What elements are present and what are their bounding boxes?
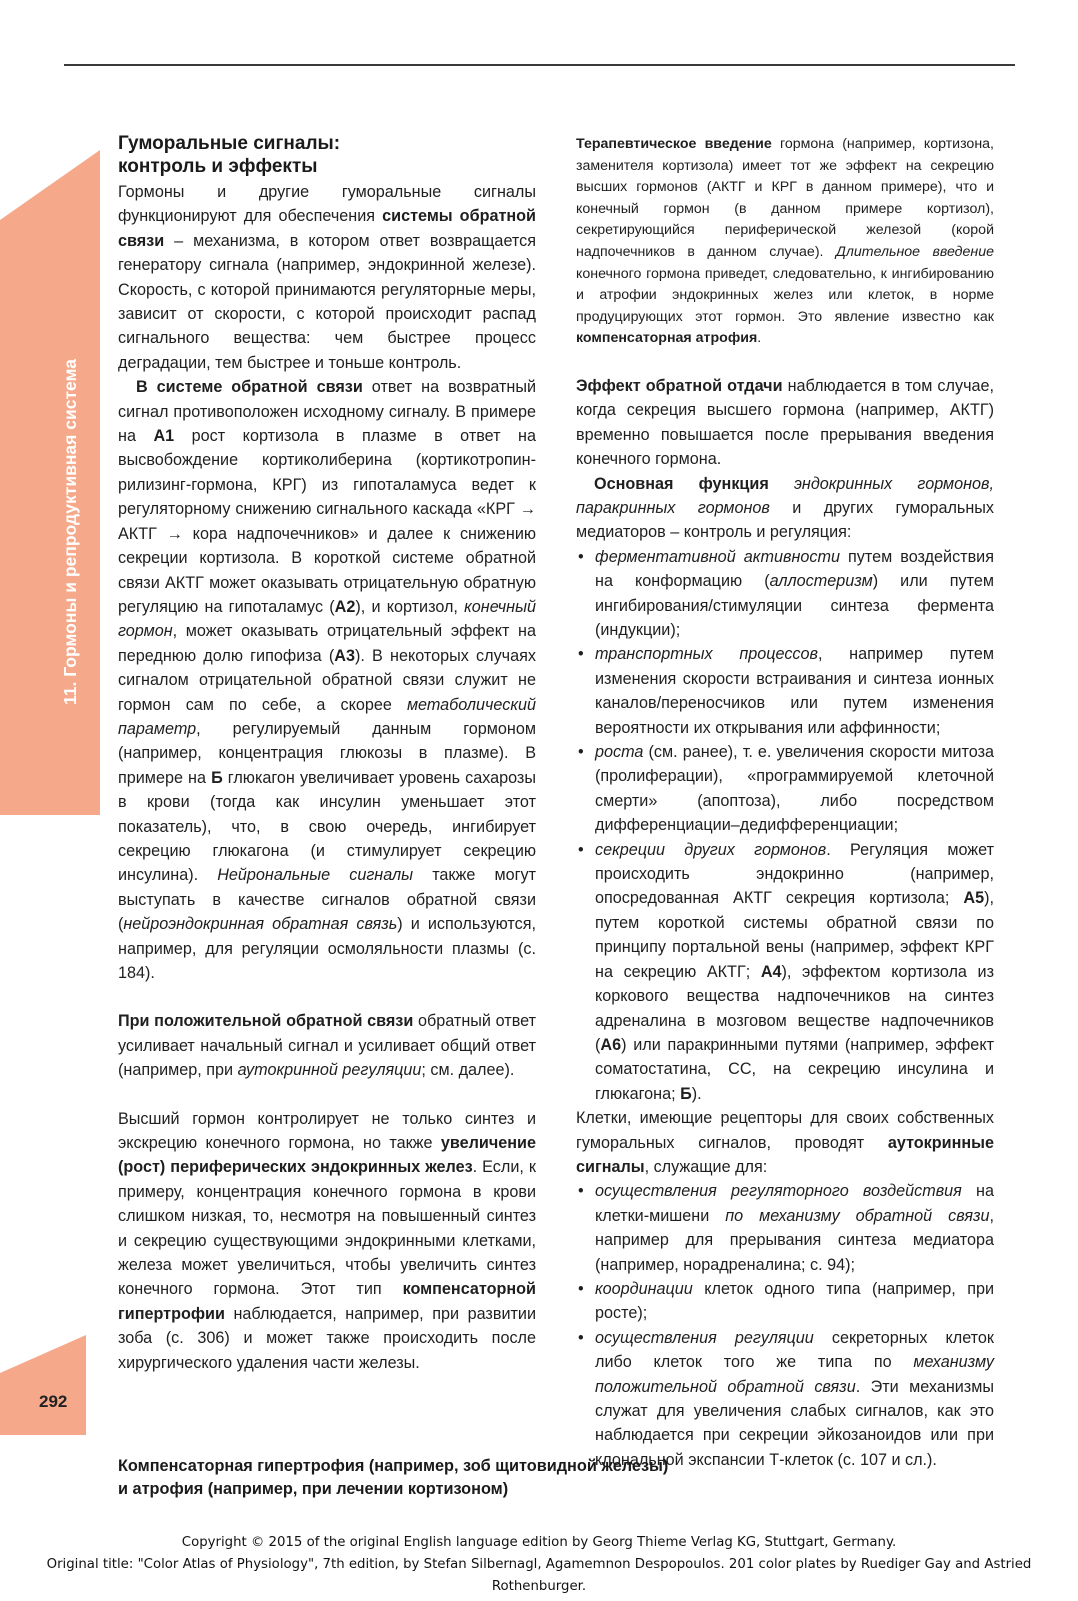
text: ) или путем ингибирования/стимуляции синтеза фермента (индукции); bbox=[595, 572, 994, 639]
text: конечного гормона приведет, следовательно, к ингибированию и атрофии эндокринных желез или клеток, в норме продуцирующих этот гормон. Это явление известно как bbox=[576, 265, 994, 325]
text: путем воздействия на конформацию ( bbox=[595, 547, 994, 591]
copyright-notice bbox=[0, 1532, 1078, 1598]
term-therapeutic-admin: Терапевтическое введение bbox=[576, 136, 772, 152]
section-heading-line-2: контроль и эффекты bbox=[118, 156, 318, 177]
figure-ref: A5 bbox=[963, 889, 985, 908]
paragraph-autocrine bbox=[576, 1106, 994, 1179]
term-italic: Длительное введение bbox=[835, 243, 994, 260]
text: ) и используются, например, для регуляции осмоляльности плазмы (с. 184). bbox=[118, 915, 536, 982]
text: . bbox=[757, 330, 762, 347]
page-tab-fill bbox=[0, 1335, 86, 1435]
figure-ref: Б bbox=[211, 768, 223, 787]
term-autocrine-signals: аутокринные сигналы bbox=[576, 1133, 994, 1176]
text: (см. ранее), т. е. увеличения скорости митоза (пролиферации), «программируемой клеточной смерти» (апоптоза), либо посредством дифференциации–дедифференциации; bbox=[595, 743, 994, 835]
text: на клетки-мишени bbox=[595, 1182, 994, 1225]
text: , например путем изменения скорости встраивания и синтеза ионных каналов/переносчиков или путем изменения вероятности их открывания или аффинности; bbox=[595, 645, 994, 737]
left-column bbox=[118, 132, 536, 1375]
list-item bbox=[576, 1179, 994, 1277]
list-item bbox=[576, 642, 994, 740]
text: Высший гормон контролирует не только синтез и экскрецию конечного гормона, но также bbox=[118, 1109, 536, 1153]
text: , служащие для: bbox=[644, 1157, 768, 1176]
text: клеток одного типа (например, при росте); bbox=[595, 1279, 994, 1323]
term-feedback-system: системы обратной связи bbox=[118, 207, 537, 250]
term-italic: эндокринных гормонов, паракринных гормонов bbox=[576, 474, 994, 517]
term-italic: транспортных процессов bbox=[595, 645, 818, 664]
paragraph-negative-feedback bbox=[118, 375, 536, 985]
text: ответ на возвратный сигнал противоположен исходному сигналу. В примере на bbox=[118, 378, 537, 446]
term-italic: нейроэндокринная обратная связь bbox=[123, 915, 398, 934]
caption-line-1: Компенсаторная гипертрофия (например, зоб щитовидной железы) bbox=[118, 1457, 669, 1475]
autocrine-list bbox=[576, 1179, 994, 1472]
term-gland-growth: увеличение (рост) периферических эндокринных желез bbox=[118, 1134, 536, 1177]
list-item bbox=[576, 1277, 994, 1326]
copyright-line-1: Copyright © 2015 of the original English language edition by Georg Thieme Verlag KG, Stuttgart, Germany. bbox=[181, 1535, 897, 1550]
text: . Если, к примеру, концентрация конечного гормона в крови слишком низкая, то, несмотря на повышенный синтез и секрецию существующими эндокринными клетками, железа может увеличиться, чтобы увеличить синтез конечного гормона. Этот тип bbox=[118, 1158, 536, 1299]
text: и других гуморальных медиаторов – контроль и регуляция: bbox=[576, 498, 995, 542]
text: , может оказывать отрицательный эффект на переднюю долю гипофиза ( bbox=[118, 622, 536, 665]
text: Клетки, имеющие рецепторы для своих собственных гуморальных сигналов, проводят bbox=[576, 1109, 994, 1152]
section-heading-line-1: Гуморальные сигналы: bbox=[118, 133, 341, 154]
text: . Регуляция может происходить эндокринно (например, опосредованная АКТГ секреция кортизола; bbox=[595, 840, 994, 908]
figure-ref: A4 bbox=[760, 962, 782, 981]
term-main-function: Основная функция bbox=[594, 474, 769, 493]
paragraph-feedback-intro bbox=[118, 180, 536, 375]
text: . Эти механизмы служат для увеличения слабых сигналов, как это наблюдается при секреции эйкозаноидов или при клональной экспансии Т-клеток (с. 107 и сл.). bbox=[595, 1377, 994, 1469]
text: наблюдается в том случае, когда секреция высшего гормона (например, АКТГ) временно повышается после прерывания введения конечного гормона. bbox=[576, 376, 995, 469]
term-positive-feedback: При положительной обратной связи bbox=[118, 1012, 414, 1031]
text: гормона (например, кортизона, заменителя кортизола) имеет тот же эффект на секрецию высших гормонов (АКТГ и КРГ в данном примере), что и конечный гормон (в данном примере кортизол), секретирующийся периферической железой (корой надпочечников в данном случае). bbox=[576, 136, 994, 260]
term-compensatory-hypertrophy: компенсаторной гипертрофии bbox=[118, 1280, 536, 1323]
term-italic: метаболический параметр bbox=[118, 695, 536, 738]
term-italic: осуществления регуляции bbox=[595, 1328, 814, 1347]
text: , например для прерывания синтеза медиатора (например, норадреналина; с. 94); bbox=[595, 1206, 995, 1274]
text: , регулируемый данным гормоном (например, концентрация глюкозы в плазме). В примере на bbox=[118, 719, 536, 787]
term-italic: осуществления регуляторного воздействия bbox=[595, 1182, 962, 1201]
figure-ref: Б bbox=[680, 1084, 692, 1103]
text: глюкагон увеличивает уровень сахарозы в крови (тогда как инсулин уменьшает этот показатель), что, в свою очередь, ингибирует секрецию глюкагона (и стимулирует секрецию инсулина). bbox=[118, 768, 536, 885]
text: – механизма, в котором ответ возвращается генератору сигнала (например, эндокринной железе). Скорость, с которой принимаются регуляторные меры, зависит от скорости, с которой происходит распад сигнального вещества: чем быстрее процесс деградации, тем быстрее и тоньше контроль. bbox=[118, 231, 536, 372]
text: секреторных клеток либо клеток того же типа по bbox=[595, 1328, 994, 1372]
text: рост кортизола в плазме в ответ на высвобождение кортиколиберина (кортикотропин-рилизинг-гормона, КРГ) из гипоталамуса ведет к регуляторному снижению сигнального каскада «КРГ → АКТГ → кора надпочечников» и далее к снижению секреции кортизола. В короткой системе обратной связи АКТГ может оказывать отрицательную обратную регуляцию на гипоталамус ( bbox=[118, 427, 536, 616]
text bbox=[769, 475, 794, 493]
list-item bbox=[576, 838, 994, 1106]
term-italic: аутокринной регуляции bbox=[237, 1061, 422, 1080]
paragraph-therapeutic-admin bbox=[576, 134, 994, 350]
text: наблюдается, например, при развитии зоба (с. 306) и может также происходить после хирургического удаления части железы. bbox=[118, 1304, 536, 1372]
figure-ref: A6 bbox=[600, 1035, 622, 1054]
term-italic: секреции других гормонов bbox=[595, 840, 827, 859]
term-italic: механизму положительной обратной связи bbox=[595, 1353, 994, 1396]
text: Гормоны и другие гуморальные сигналы функционируют для обеспечения bbox=[118, 183, 536, 226]
term-negative-feedback: В системе обратной связи bbox=[136, 378, 363, 397]
text: также могут выступать в качестве сигналов обратной связи ( bbox=[118, 866, 536, 934]
text: ; см. далее). bbox=[421, 1061, 515, 1080]
term-italic: аллостеризм bbox=[769, 572, 873, 591]
text: ), путем короткой системы обратной связи по принципу портальной вены (например, эффект КРГ на секрецию АКТГ; bbox=[595, 889, 994, 981]
paragraph-main-function bbox=[576, 472, 994, 545]
top-rule bbox=[64, 64, 1015, 66]
page-number: 292 bbox=[39, 1392, 68, 1411]
text: ). В некоторых случаях сигналом отрицательной обратной связи служит не гормон сам по себе, а скорее bbox=[118, 646, 536, 714]
page-number-tab bbox=[0, 1335, 86, 1435]
list-item bbox=[576, 1326, 994, 1472]
figure-ref: A3 bbox=[334, 646, 355, 665]
paragraph-rebound-effect bbox=[576, 374, 994, 472]
function-list bbox=[576, 545, 994, 1106]
term-rebound-effect: Эффект обратной отдачи bbox=[576, 376, 783, 395]
right-column bbox=[576, 134, 994, 1472]
chapter-label: 11. Гормоны и репродуктивная система bbox=[60, 359, 80, 705]
paragraph-positive-feedback bbox=[118, 1009, 536, 1082]
section-heading bbox=[118, 132, 536, 178]
term-italic: роста bbox=[595, 743, 644, 762]
text: ) или паракринными путями (например, эффект соматостатина, СС, на секрецию инсулина и глюкагона; bbox=[595, 1035, 994, 1103]
figure-ref: A2 bbox=[334, 597, 356, 616]
chapter-side-tab bbox=[0, 150, 100, 815]
chapter-tab-fill bbox=[0, 150, 100, 815]
term-italic: конечный гормон bbox=[118, 597, 536, 641]
figure-caption bbox=[118, 1455, 818, 1501]
text: ), и кортизол, bbox=[355, 597, 465, 616]
term-compensatory-atrophy: компенсаторная атрофия bbox=[576, 330, 758, 347]
term-italic: ферментативной активности bbox=[595, 547, 840, 566]
term-italic: Нейрональные сигналы bbox=[217, 866, 414, 885]
text: ). bbox=[691, 1084, 702, 1103]
term-italic: координации bbox=[595, 1279, 693, 1298]
term-italic: по механизму обратной связи bbox=[725, 1206, 990, 1225]
text: ), эффектом кортизола из коркового вещества надпочечников на синтез адреналина в мозговом веществе надпочечников ( bbox=[595, 962, 995, 1054]
figure-ref: A1 bbox=[153, 427, 175, 446]
caption-line-2: и атрофия (например, при лечении кортизоном) bbox=[118, 1480, 509, 1498]
paragraph-hypertrophy bbox=[118, 1107, 536, 1375]
copyright-line-2: Original title: "Color Atlas of Physiology", 7th edition, by Stefan Silbernagl, Agamemnon Despopoulos. 201 color plates by Ruediger Gay and Astried Rothenburger. bbox=[46, 1557, 1032, 1594]
text: обратный ответ усиливает начальный сигнал и усиливает общий ответ (например, при bbox=[118, 1012, 537, 1080]
list-item bbox=[576, 740, 994, 838]
chapter-tab-shape bbox=[0, 150, 100, 815]
list-item bbox=[576, 545, 994, 643]
